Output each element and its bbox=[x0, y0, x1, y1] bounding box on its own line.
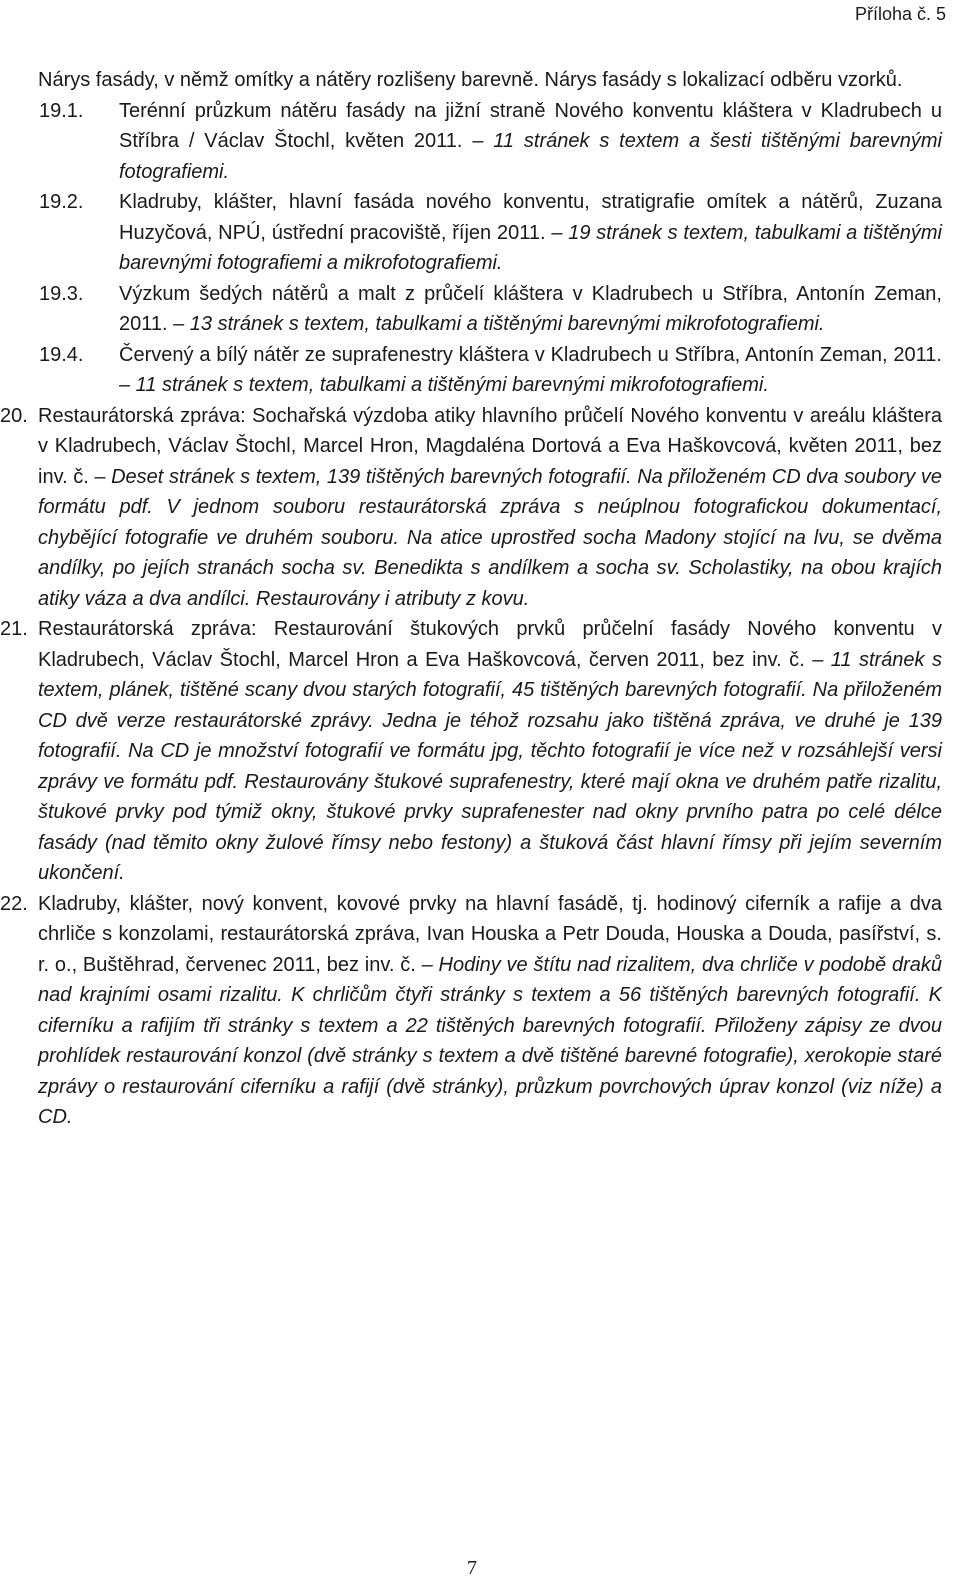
item-contents-note: – 11 stránek s textem, plánek, tištěné scany dvou starých fotografií, 45 tištěných barevných fotografií. Na přiloženém CD dvě verze restaurátorské zprávy. Jedna je téhož rozsahu jako tištěná zpráva, ve druhé je 139 fotografií. Na CD je množství fotografií ve formátu jpg, těchto fotografií je více než v rozsáhlejší versi zprávy ve formátu pdf. Restaurovány štukové suprafenestry, které mají okna ve druhém patře rizalitu, štukové prvky pod týmiž okny, štukové prvky suprafenester nad okny prvního patra po celé délce fasády (nad těmito okny žulové římsy nebo festony) a štuková část hlavní římsy při jejím severním ukončení. bbox=[38, 648, 942, 884]
item-description: Terénní průzkum nátěru fasády na jižní straně Nového konventu kláštera v Kladrubech u Stříbra / Václav Štochl, květen 2011. bbox=[119, 99, 942, 152]
item-contents-note: – Hodiny ve štítu nad rizalitem, dva chrliče v podobě draků nad krajními osami rizalitu. K chrličům čtyři stránky s textem a 56 tištěných barevných fotografií. K ciferníku a rafijím tři stránky s textem a 22 tištěných barevných fotografií. Přiloženy zápisy ze dvou prohlídek restaurování konzol (dvě stránky s textem a dvě tištěné barevné fotografie), xerokopie staré zprávy o restaurování ciferníku a rafijí (dvě stránky), průzkum povrchových úprav konzol (viz níže) a CD. bbox=[38, 953, 943, 1128]
list-item bbox=[38, 96, 942, 188]
page-number: 7 bbox=[467, 1557, 477, 1579]
item-contents-note: – 19 stránek s textem, tabulkami a tištěnými barevnými fotografiemi a mikrofotografiemi. bbox=[119, 221, 942, 274]
list-item bbox=[0, 401, 942, 615]
list-item bbox=[38, 187, 942, 279]
list-item bbox=[38, 279, 942, 340]
item-description: Restaurátorská zpráva: Sochařská výzdoba atiky hlavního průčelí Nového konventu v areálu kláštera v Kladrubech, Václav Štochl, Marcel Hron, Magdaléna Dortová a Eva Haškovcová, květen 2011, bez inv. č. bbox=[38, 404, 942, 488]
list-item bbox=[0, 889, 943, 1133]
item-contents-note: – 11 stránek s textem, tabulkami a tištěnými barevnými mikrofotografiemi. bbox=[119, 374, 769, 396]
item-number: 20. bbox=[0, 404, 28, 427]
item-number: 19.1. bbox=[39, 99, 84, 122]
item-contents-note: – 13 stránek s textem, tabulkami a tištěnými barevnými mikrofotografiemi. bbox=[173, 313, 825, 335]
item-number: 21. bbox=[0, 618, 28, 640]
list-item bbox=[0, 614, 942, 889]
item-number: 19.4. bbox=[39, 343, 84, 366]
subitem-list bbox=[38, 96, 942, 401]
item-contents-note: – Deset stránek s textem, 139 tištěných barevných fotografií. Na přiloženém CD dva soubory ve formátu pdf. V jednom souboru restaurátorská zpráva s neúplnou fotografickou dokumentací, chybějící fotografie ve druhém souboru. Na atice uprostřed socha Madony stojící na lvu, se dvěma andílky, po jejích stranách socha sv. Benedikta s andílkem a socha sv. Scholastiky, na obou krajích atiky váza a dva andílci. Restaurovány i atributy z kovu. bbox=[38, 465, 942, 610]
intro-paragraph: Nárys fasády, v němž omítky a nátěry rozlišeny barevně. Nárys fasády s lokalizací odběru vzorků. bbox=[38, 69, 903, 91]
item-number: 19.3. bbox=[39, 282, 84, 305]
document-body bbox=[0, 65, 943, 1133]
item-contents-note: – 11 stránek s textem a šesti tištěnými barevnými fotografiemi. bbox=[119, 130, 943, 183]
list-item bbox=[38, 340, 942, 401]
annex-label: Příloha č. 5 bbox=[854, 4, 946, 24]
item-description: Červený a bílý nátěr ze suprafenestry kláštera v Kladrubech u Stříbra, Antonín Zeman, 2011. bbox=[119, 343, 942, 366]
item-number: 19.2. bbox=[39, 191, 84, 213]
item-description: Výzkum šedých nátěrů a malt z průčelí kláštera v Kladrubech u Stříbra, Antonín Zeman, 2011. bbox=[119, 282, 942, 335]
item-number: 22. bbox=[0, 892, 28, 915]
main-item-list bbox=[0, 401, 943, 1133]
item-description: Restaurátorská zpráva: Restaurování štukových prvků průčelní fasády Nového konventu v Kladrubech, Václav Štochl, Marcel Hron a Eva Haškovcová, červen 2011, bez inv. č. bbox=[38, 618, 942, 671]
item-description: Kladruby, klášter, hlavní fasáda nového konventu, stratigrafie omítek a nátěrů, Zuzana Huzyčová, NPÚ, ústřední pracoviště, říjen 2011. bbox=[119, 191, 942, 244]
item-description: Kladruby, klášter, nový konvent, kovové prvky na hlavní fasádě, tj. hodinový ciferník a rafije a dva chrliče s konzolami, restaurátorská zpráva, Ivan Houska a Petr Douda, Houska a Douda, pasířství, s. r. o., Buštěhrad, červenec 2011, bez inv. č. bbox=[38, 892, 942, 976]
